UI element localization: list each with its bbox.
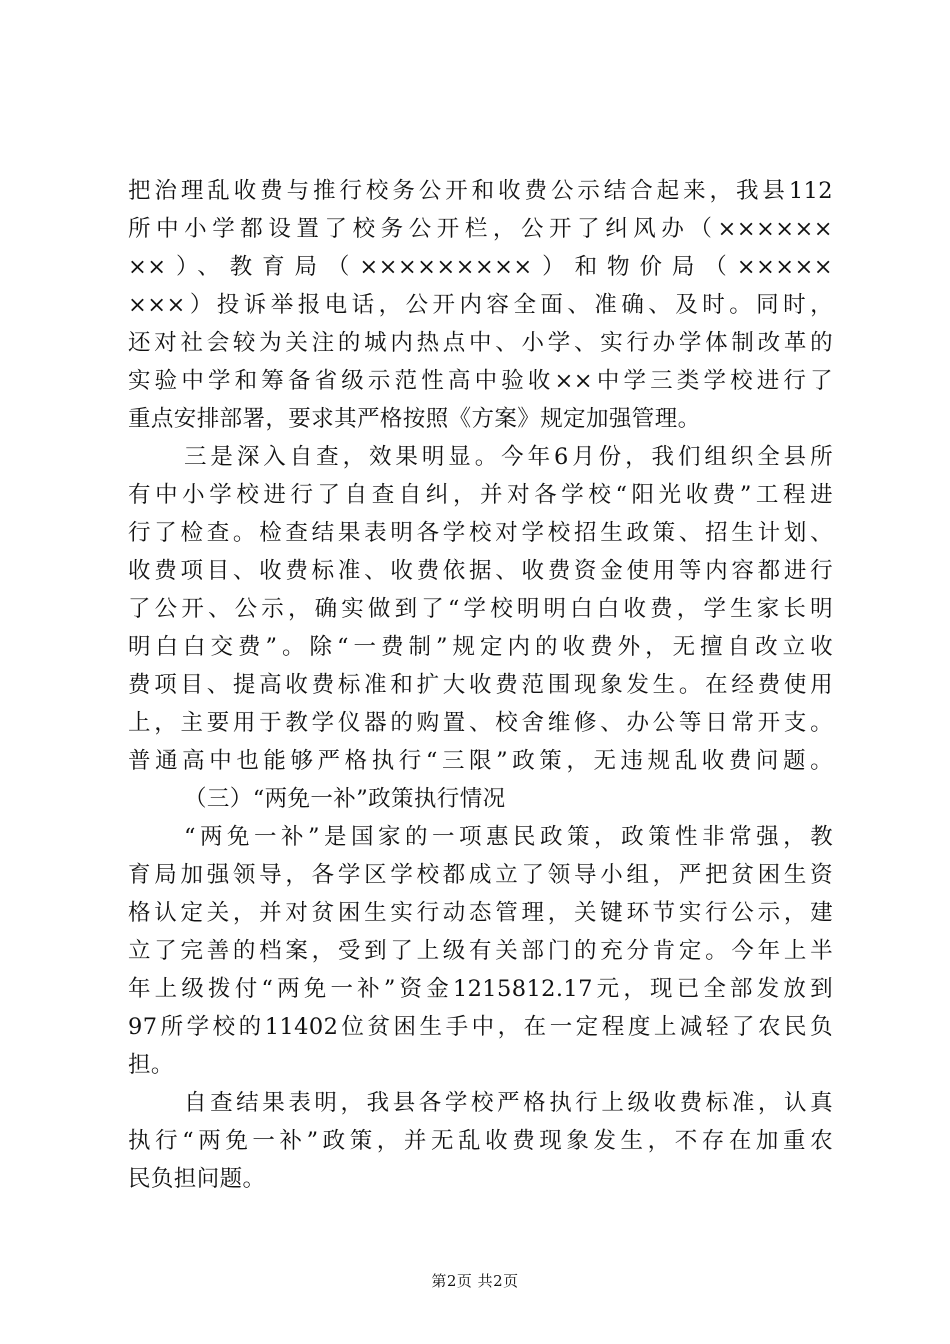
text-line: 格认定关，并对贫困生实行动态管理，关键环节实行公示，建 bbox=[128, 900, 833, 926]
text-line: 97所学校的11402位贫困生手中，在一定程度上减轻了农民负 bbox=[128, 1014, 833, 1040]
text-line: 重点安排部署，要求其严格按照《方案》规定加强管理。 bbox=[128, 406, 701, 432]
text-line: ×××）投诉举报电话，公开内容全面、准确、及时。同时， bbox=[128, 292, 833, 318]
text-line: 上，主要用于教学仪器的购置、校舍维修、办公等日常开支。 bbox=[128, 710, 833, 736]
page-number-footer: 第2页 共2页 bbox=[431, 1272, 519, 1290]
text-line: 民负担问题。 bbox=[128, 1166, 266, 1192]
text-line: 还对社会较为关注的城内热点中、小学、实行办学体制改革的 bbox=[128, 330, 833, 356]
document-body bbox=[128, 172, 833, 1198]
text-line: 年上级拨付“两免一补”资金1215812.17元，现已全部发放到 bbox=[128, 976, 833, 1002]
text-line: 行了检查。检查结果表明各学校对学校招生政策、招生计划、 bbox=[128, 520, 833, 546]
text-line: 普通高中也能够严格执行“三限”政策，无违规乱收费问题。 bbox=[128, 748, 833, 774]
text-line: 收费项目、收费标准、收费依据、收费资金使用等内容都进行 bbox=[128, 558, 833, 584]
text-line: ××）、教育局（×××××××××）和物价局（××××× bbox=[128, 254, 833, 280]
text-line: 实验中学和筹备省级示范性高中验收××中学三类学校进行了 bbox=[128, 368, 833, 394]
paragraph-start-line: “两免一补”是国家的一项惠民政策，政策性非常强，教 bbox=[184, 824, 833, 850]
text-line: 育局加强领导，各学区学校都成立了领导小组，严把贫困生资 bbox=[128, 862, 833, 888]
text-line: 担。 bbox=[128, 1052, 174, 1078]
text-line: 立了完善的档案，受到了上级有关部门的充分肯定。今年上半 bbox=[128, 938, 833, 964]
text-line: 明白白交费”。除“一费制”规定内的收费外，无擅自改立收 bbox=[128, 634, 833, 660]
paragraph-start-line: 自查结果表明，我县各学校严格执行上级收费标准，认真 bbox=[184, 1090, 833, 1116]
section-heading: （三）“两免一补”政策执行情况 bbox=[184, 786, 506, 812]
text-line: 把治理乱收费与推行校务公开和收费公示结合起来，我县112 bbox=[128, 178, 833, 204]
text-line: 有中小学校进行了自查自纠，并对各学校“阳光收费”工程进 bbox=[128, 482, 833, 508]
text-line: 执行“两免一补”政策，并无乱收费现象发生，不存在加重农 bbox=[128, 1128, 833, 1154]
text-line: 所中小学都设置了校务公开栏，公开了纠风办（×××××× bbox=[128, 216, 833, 242]
paragraph-start-line: 三是深入自查，效果明显。今年6月份，我们组织全县所 bbox=[184, 444, 833, 470]
text-line: 了公开、公示，确实做到了“学校明明白白收费，学生家长明 bbox=[128, 596, 833, 622]
text-line: 费项目、提高收费标准和扩大收费范围现象发生。在经费使用 bbox=[128, 672, 833, 698]
